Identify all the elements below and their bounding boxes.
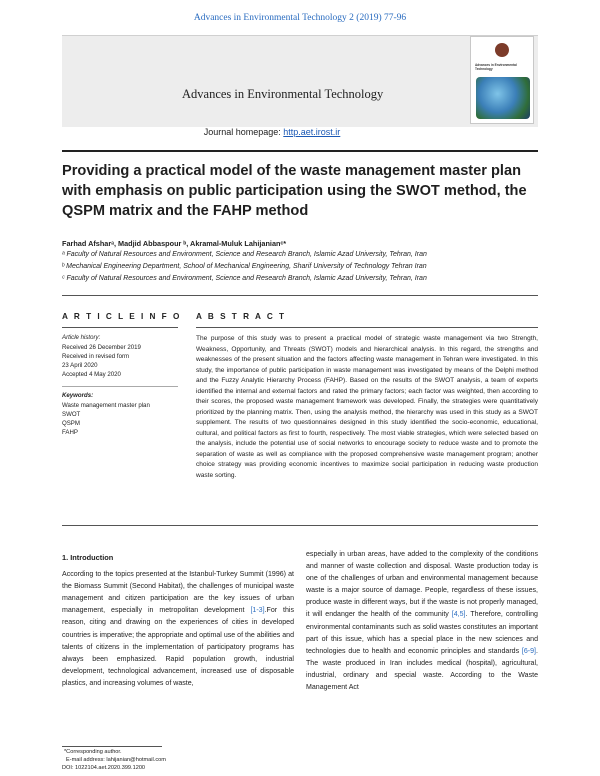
keyword: Waste management master plan (62, 402, 150, 409)
email-note: E-mail address: lahijanian@hotmail.com (66, 757, 166, 763)
abstract-heading: A B S T R A C T (196, 312, 287, 321)
keyword: FAHP (62, 429, 78, 436)
body-text: . Therefore, controlling environmental contaminants such as solid wastes constitutes an important part of this issue, which has a special place in the new sciences and technologies due to health and economic principles and standards (306, 611, 538, 655)
running-head: Advances in Environmental Technology 2 (2019) 77-96 (193, 13, 407, 23)
divider (62, 295, 538, 296)
journal-name: Advances in Environmental Technology (182, 87, 384, 101)
abstract-body: The purpose of this study was to present a practical model of strategic waste management via two Strength, Weakness, Opportunity, and Threats (SWOT) models and hierarchical analysis. In this regard, the strengths and weaknesses of the present situation and the factors affecting waste management in Tehran were investigated. In this study, the importance of public participation in waste management was investigated by means of the Delphi method and the Fuzzy Analytic Hierarchy Process (FAHP). Based on the results of the SWOT analysis, a team of experts identified the internal and external factors and rated the primary factors; each factor was weighted, then according to their scores, the proposed waste management framework was developed. Finally, the strategies were quantitatively prioritized by the planning matrix. Then, using the analysis method, the hierarchy was used in this study as a SWOT supplement. The results of two questionnaires designed in this study identified the socio-economic, educational, cultural, and political factors as first to fourth, respectively. The most viable strategies, which were selected based on the analysis, include the potential use of social networks to encourage society to reduce waste and to promote the separation of waste as well as compliance with the proposed comprehensive waste management program; another choice strategy was providing economic incentives to maximize social participation in reducing waste production waste sorting. (196, 335, 538, 479)
globe-icon (476, 77, 530, 119)
history-item: Accepted 4 May 2020 (62, 371, 121, 378)
citation-link[interactable]: [1-3] (250, 607, 265, 615)
keyword: QSPM (62, 420, 80, 427)
history-item: Received in revised form (62, 353, 130, 360)
divider (62, 327, 178, 328)
doi-note: DOI: 1022104.aet.2020.399.1200 (62, 765, 146, 771)
body-column-right (306, 549, 538, 694)
journal-cover-image (470, 36, 534, 124)
keyword: SWOT (62, 411, 81, 418)
journal-masthead (62, 35, 538, 143)
affiliation-a: ᵃ Faculty of Natural Resources and Environment, Science and Research Branch, Islamic Azad University, Tehran, Iran (62, 251, 427, 258)
homepage-link[interactable]: http.aet.irost.ir (283, 127, 341, 137)
masthead-banner (62, 35, 538, 127)
history-item: 23 April 2020 (62, 362, 98, 369)
keywords-label: Keywords: (62, 392, 94, 399)
divider (62, 386, 178, 387)
corresponding-author-note: *Corresponding author. (64, 749, 122, 755)
article-info-heading: A R T I C L E I N F O (62, 312, 182, 321)
homepage-label: Journal homepage: (203, 127, 281, 137)
author-list: Farhad Afsharᵃ, Madjid Abbaspour ᵇ, Akramal-Muluk Lahijanianᶜ* (62, 239, 287, 248)
body-text: . The waste produced in Iran includes medical (hospital), agricultural, industrial, ordinary and special waste. According to the Waste Management Act (306, 647, 538, 692)
cover-title: Advances in Environmental Technology (475, 63, 517, 71)
affiliation-c: ᶜ Faculty of Natural Resources and Environment, Science and Research Branch, Islamic Azad University, Tehran, Iran (62, 275, 427, 282)
section-heading: 1. Introduction (62, 553, 114, 562)
journal-logo-icon (495, 43, 509, 57)
footnote-divider (62, 746, 162, 747)
body-text: especially in urban areas, have added to the complexity of the conditions and manner of waste collection and disposal. Waste production today is one of the challenges of urban and environmental management because waste is a major source of damage. People, regardless of these issues, produce waste in different ways, but if the waste is not properly managed, it will endanger the health of the community (306, 551, 538, 619)
divider (62, 525, 538, 526)
history-item: Received 26 December 2019 (62, 344, 141, 351)
body-text: .For this reason, citing and drawing on the experiences of cities in developed countries is imperative; the appropriate and optimal use of the abilities and talents of citizens in the implementation of participatory programs has always been emphasized. Rapid population growth, industrial development, technological advancement, increased use of disposable plastics, and increasing volumes of waste, (62, 607, 295, 687)
article-history-label: Article history: (62, 334, 101, 341)
journal-homepage (62, 127, 482, 137)
article-title: Providing a practical model of the waste management master plan with emphasis on public participation using the SWOT method, the QSPM matrix and the FAHP method (62, 163, 527, 219)
body-column-left (62, 552, 294, 690)
masthead-divider (62, 150, 538, 152)
affiliation-b: ᵇ Mechanical Engineering Department, School of Mechanical Engineering, Sharif University of Technology Tehran Iran (62, 263, 427, 270)
divider (196, 327, 538, 328)
citation-link[interactable]: [6-9] (521, 647, 537, 655)
body-text: According to the topics presented at the Istanbul-Turkey Summit (1996) at the Biomass Summit (Second Habitat), the challenges of municipal waste management and citizen participation are the key issues of urban management, especially in metropolitan development (62, 571, 294, 615)
citation-link[interactable]: [4,5] (451, 611, 466, 619)
